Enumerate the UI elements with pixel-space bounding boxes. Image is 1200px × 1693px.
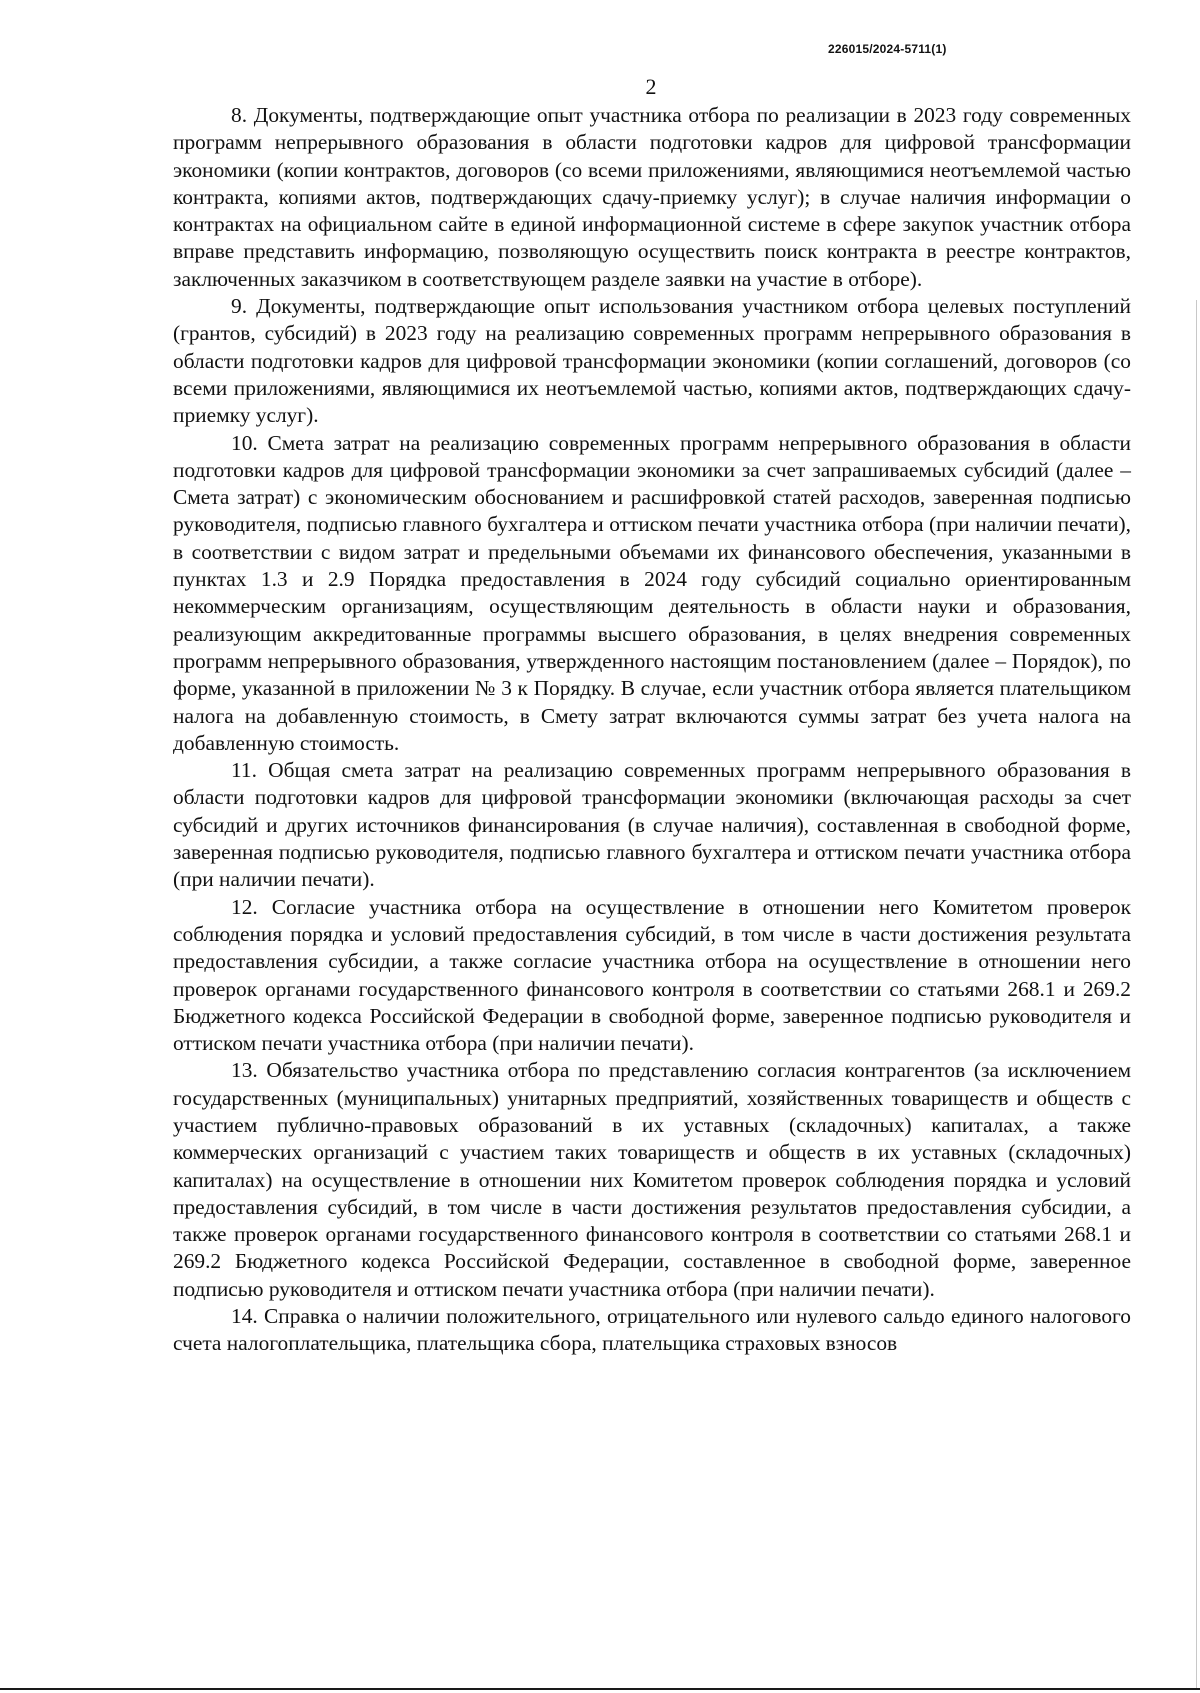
document-body: [173, 102, 1131, 1358]
document-registration-number: 226015/2024-5711(1): [828, 42, 947, 56]
paragraph-item-14: 14. Справка о наличии положительного, отрицательного или нулевого сальдо единого налогового счета налогоплательщика, плательщика сбора, плательщика страховых взносов: [173, 1304, 1131, 1356]
paragraph-item-9: 9. Документы, подтверждающие опыт использования участником отбора целевых поступлений (грантов, субсидий) в 2023 году на реализацию современных программ непрерывного образования в области подготовки кадров для цифровой трансформации экономики (копии соглашений, договоров (со всеми приложениями, являющимися их неотъемлемой частью, копиями актов, подтверждающих сдачу-приемку услуг).: [173, 294, 1131, 428]
paragraph-item-10: 10. Смета затрат на реализацию современных программ непрерывного образования в области подготовки кадров для цифровой трансформации экономики за счет запрашиваемых субсидий (далее – Смета затрат) с экономическим обоснованием и расшифровкой статей расходов, заверенная подписью руководителя, подписью главного бухгалтера и оттиском печати участника отбора (при наличии печати), в соответствии с видом затрат и предельными объемами их финансового обеспечения, указанными в пунктах 1.3 и 2.9 Порядка предоставления в 2024 году субсидий социально ориентированным некоммерческим организациям, осуществляющим деятельность в области науки и образования, реализующим аккредитованные программы высшего образования, в целях внедрения современных программ непрерывного образования, утвержденного настоящим постановлением (далее – Порядок), по форме, указанной в приложении № 3 к Порядку. В случае, если участник отбора является плательщиком налога на добавленную стоимость, в Смету затрат включаются суммы затрат без учета налога на добавленную стоимость.: [173, 430, 1131, 755]
scan-edge-right: [1196, 300, 1197, 1690]
paragraph-item-8: 8. Документы, подтверждающие опыт участника отбора по реализации в 2023 году современных программ непрерывного образования в области подготовки кадров для цифровой трансформации экономики (копии контрактов, договоров (со всеми приложениями, являющимися неотъемлемой частью контракта, копиями актов, подтверждающих сдачу-приемку услуг); в случае наличия информации о контрактах на официальном сайте в единой информационной системе в сфере закупок участник отбора вправе представить информацию, позволяющую осуществить поиск контракта в реестре контрактов, заключенных заказчиком в соответствующем разделе заявки на участие в отборе).: [173, 103, 1131, 291]
paragraph-item-11: 11. Общая смета затрат на реализацию современных программ непрерывного образования в области подготовки кадров для цифровой трансформации экономики (включающая расходы за счет субсидий и других источников финансирования (в случае наличия), составленная в свободной форме, заверенная подписью руководителя, подписью главного бухгалтера и оттиском печати участника отбора (при наличии печати).: [173, 758, 1131, 892]
paragraph-item-13: 13. Обязательство участника отбора по представлению согласия контрагентов (за исключением государственных (муниципальных) унитарных предприятий, хозяйственных товариществ и обществ с участием публично-правовых образований в их уставных (складочных) капиталах, а также коммерческих организаций с участием таких товариществ и обществ в их уставных (складочных) капиталах) на осуществление в отношении них Комитетом проверок соблюдения порядка и условий предоставления субсидий, в том числе в части достижения результатов предоставления субсидии, а также проверок органами государственного финансового контроля в соответствии со статьями 268.1 и 269.2 Бюджетного кодекса Российской Федерации, составленное в свободной форме, заверенное подписью руководителя и оттиском печати участника отбора (при наличии печати).: [173, 1058, 1131, 1301]
scan-edge-bottom: [0, 1688, 1200, 1690]
paragraph-item-12: 12. Согласие участника отбора на осуществление в отношении него Комитетом проверок соблюдения порядка и условий предоставления субсидий, в том числе в части достижения результата предоставления субсидии, а также согласие участника отбора на осуществление в отношении него проверок органами государственного финансового контроля в соответствии со статьями 268.1 и 269.2 Бюджетного кодекса Российской Федерации в свободной форме, заверенное подписью руководителя и оттиском печати участника отбора (при наличии печати).: [173, 894, 1131, 1056]
page-number: 2: [645, 74, 657, 99]
